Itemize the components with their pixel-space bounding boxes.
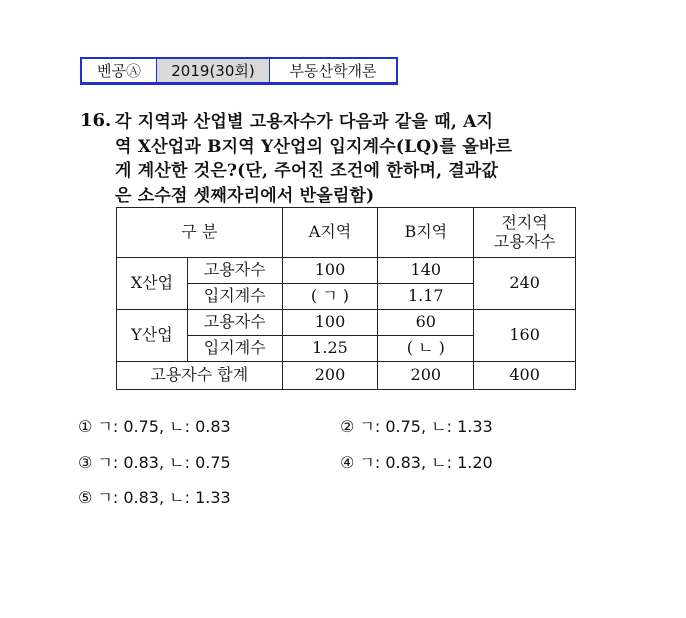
x-total: 240 <box>474 258 576 310</box>
table-sum-row <box>117 362 576 390</box>
y-employees-a: 100 <box>282 310 378 336</box>
sum-label: 고용자수 합계 <box>117 362 283 390</box>
table-row <box>117 258 576 284</box>
y-industry-label: Y산업 <box>117 310 188 362</box>
question-line: 은 소수점 셋째자리에서 반올림함) <box>115 185 375 206</box>
header-col-b: B지역 <box>378 208 474 258</box>
x-employees-b: 140 <box>378 258 474 284</box>
x-lq-b: 1.17 <box>378 284 474 310</box>
y-total: 160 <box>474 310 576 362</box>
header-year: 2019(30회) <box>156 59 270 82</box>
header-col-total-line2: 고용자수 <box>493 231 556 251</box>
header-series: 벤공Ⓐ <box>97 62 141 80</box>
question-line: 각 지역과 산업별 고용자수가 다음과 같을 때, A지 <box>115 112 494 132</box>
header-col-total <box>474 208 576 258</box>
question-line: 역 X산업과 B지역 Y산업의 입지계수(LQ)를 올바르 <box>115 136 513 157</box>
option-1[interactable]: ① ㄱ: 0.75, ㄴ: 0.83 <box>78 417 231 436</box>
question-line: 게 계산한 것은?(단, 주어진 조건에 한하며, 결과값 <box>115 161 499 181</box>
x-employees-label: 고용자수 <box>187 258 282 284</box>
option-2[interactable]: ② ㄱ: 0.75, ㄴ: 1.33 <box>340 417 493 436</box>
x-lq-label: 입지계수 <box>187 284 282 310</box>
header-col-total-line1: 전지역 <box>501 213 548 233</box>
y-employees-label: 고용자수 <box>187 310 282 336</box>
option-5[interactable]: ⑤ ㄱ: 0.83, ㄴ: 1.33 <box>78 488 231 507</box>
y-lq-a: 1.25 <box>282 336 378 362</box>
table-header-row <box>117 208 576 258</box>
employment-table <box>116 207 576 390</box>
header-group: 구 분 <box>117 208 283 258</box>
x-lq-a: ( ㄱ ) <box>282 284 378 310</box>
x-employees-a: 100 <box>282 258 378 284</box>
x-industry-label: X산업 <box>117 258 188 310</box>
sum-a: 200 <box>282 362 378 390</box>
y-lq-b: ( ㄴ ) <box>378 336 474 362</box>
sum-b: 200 <box>378 362 474 390</box>
option-3[interactable]: ③ ㄱ: 0.83, ㄴ: 0.75 <box>78 453 231 472</box>
y-employees-b: 60 <box>378 310 474 336</box>
question-number: 16. <box>80 110 112 131</box>
question-text <box>115 110 595 208</box>
header-subject: 부동산학개론 <box>289 62 377 80</box>
table-row <box>117 310 576 336</box>
exam-header <box>80 57 398 85</box>
option-4[interactable]: ④ ㄱ: 0.83, ㄴ: 1.20 <box>340 453 493 472</box>
sum-total: 400 <box>474 362 576 390</box>
y-lq-label: 입지계수 <box>187 336 282 362</box>
header-col-a: A지역 <box>282 208 378 258</box>
